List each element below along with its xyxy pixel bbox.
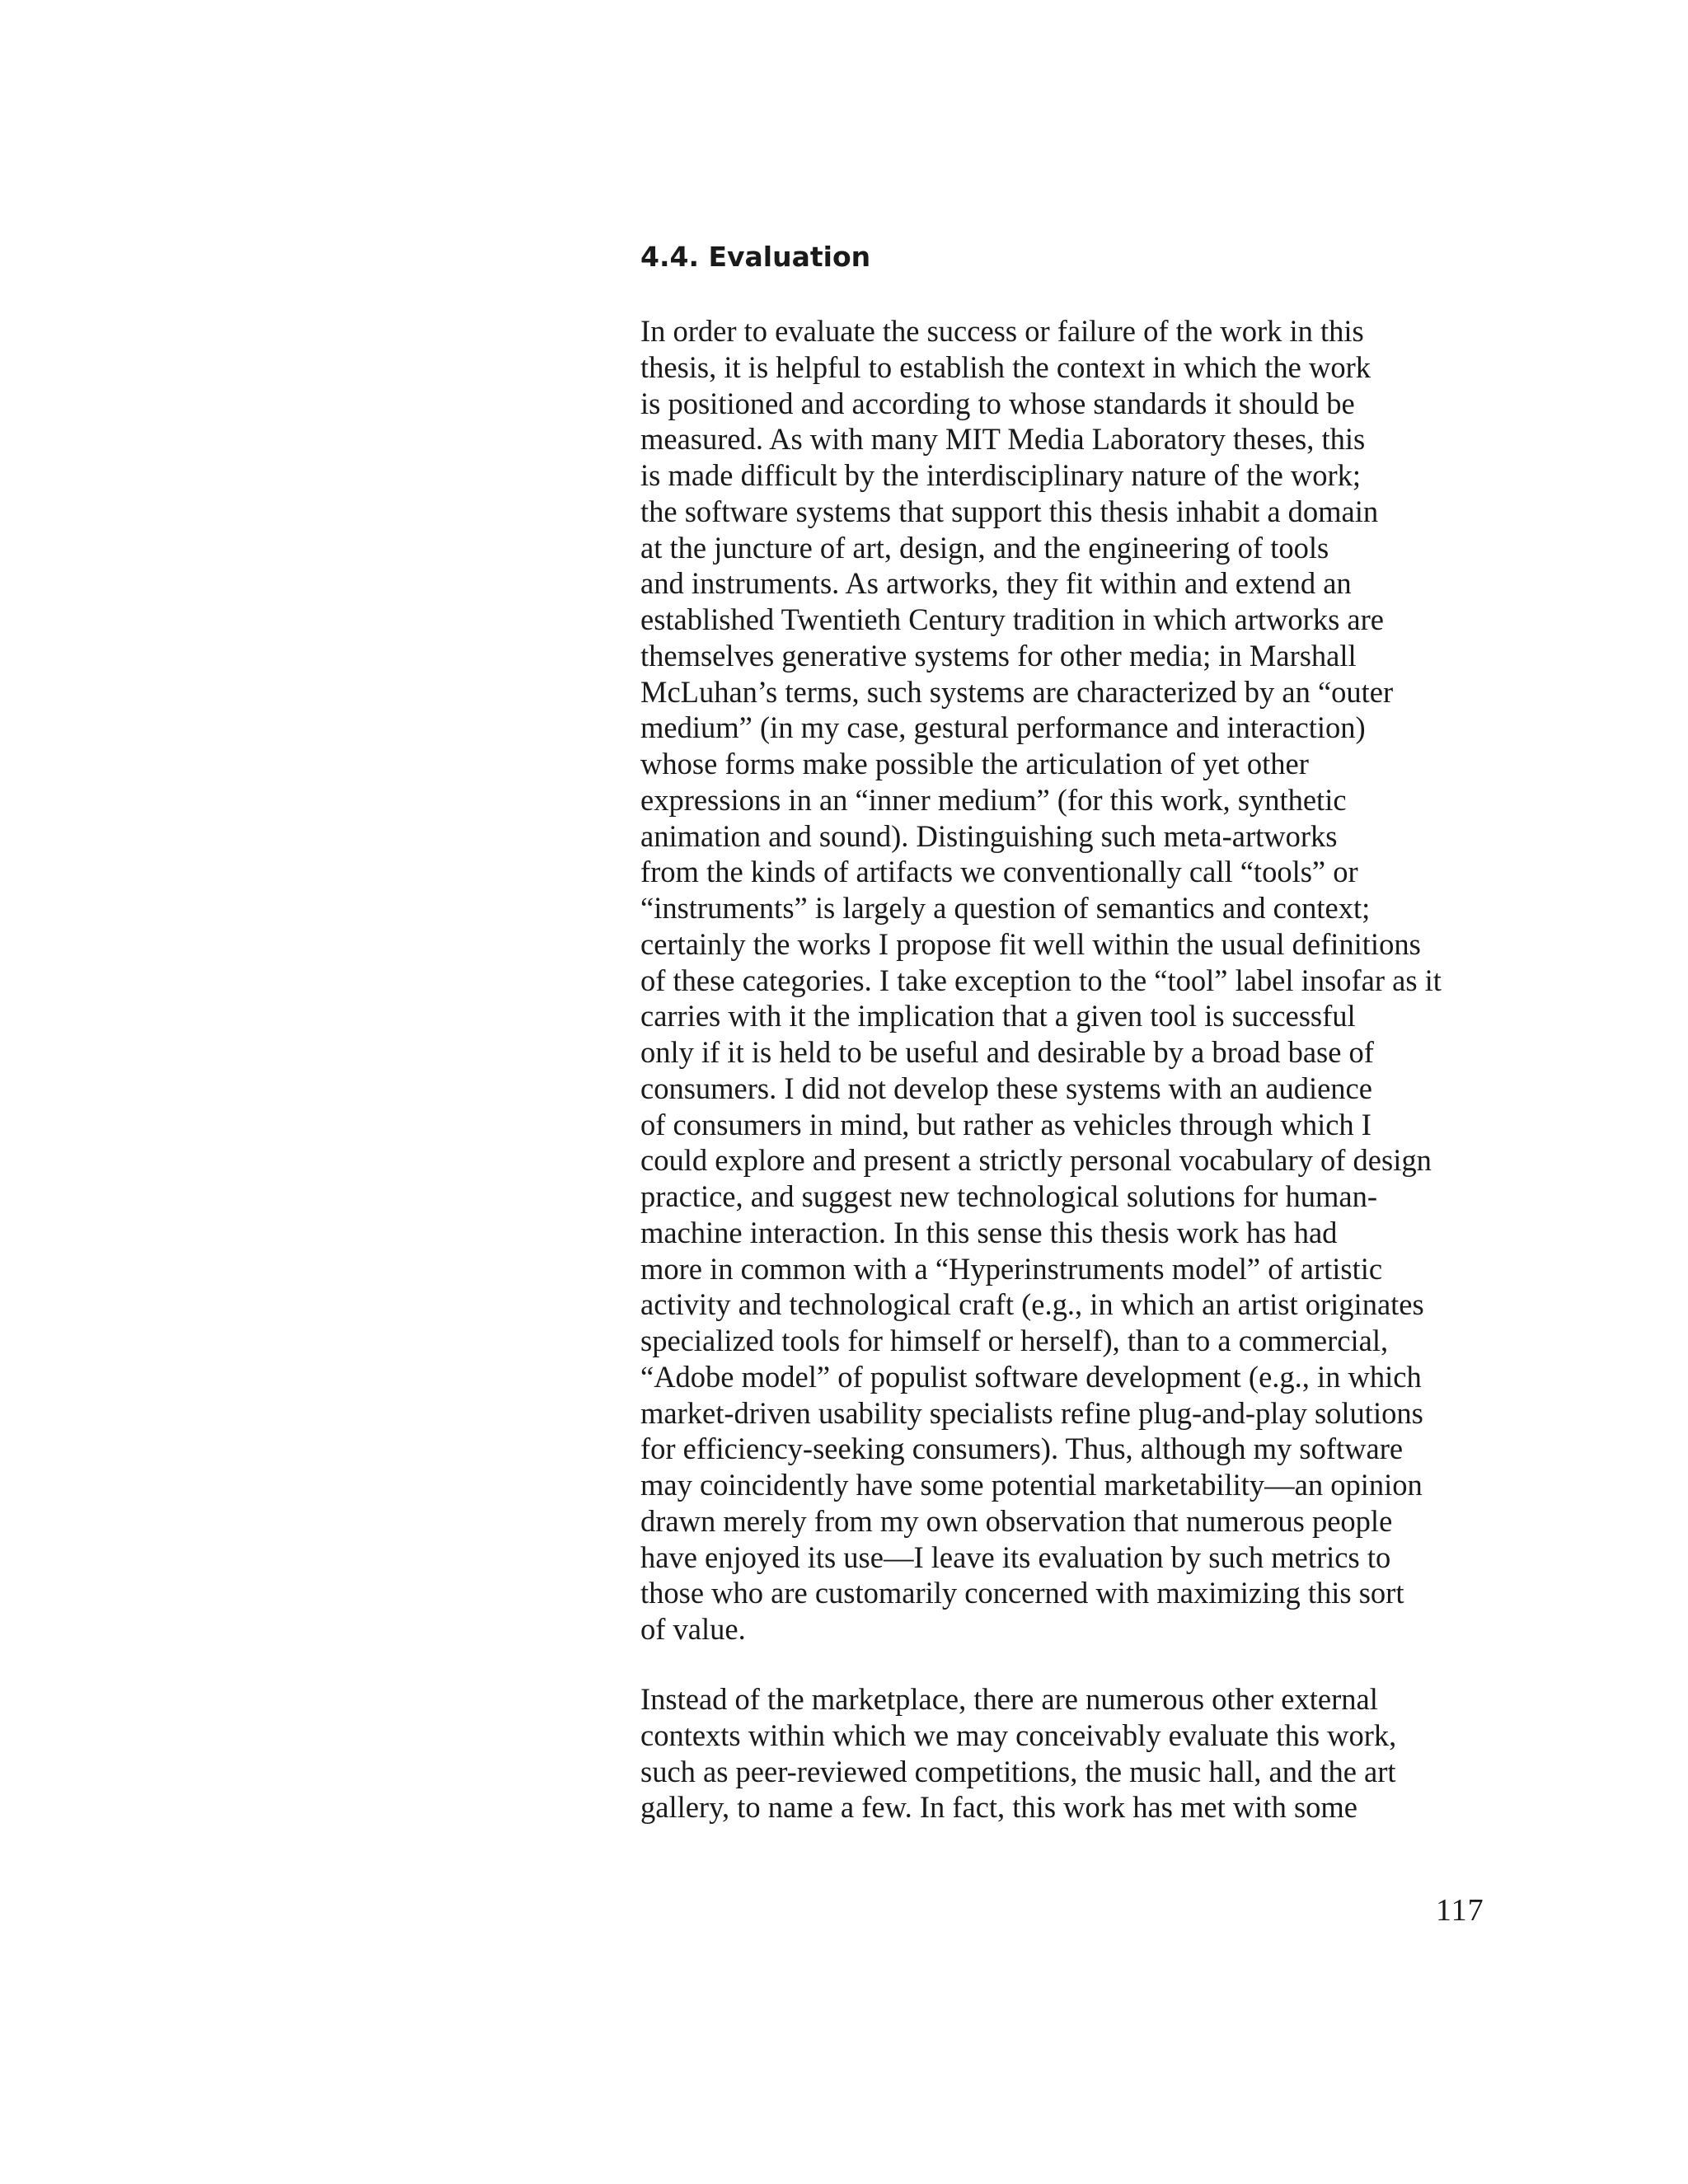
text-line: consumers. I did not develop these systems with an audience [640,1071,1372,1105]
text-line: of these categories. I take exception to the “tool” label insofar as it [640,963,1442,997]
text-line: and instruments. As artworks, they fit within and extend an [640,566,1352,601]
text-line: “instruments” is largely a question of semantics and context; [640,891,1371,925]
text-line: have enjoyed its use—I leave its evaluation by such metrics to [640,1540,1391,1574]
text-line: at the juncture of art, design, and the engineering of tools [640,530,1329,565]
text-line: drawn merely from my own observation that numerous people [640,1503,1393,1538]
text-line: carries with it the implication that a given tool is successful [640,999,1356,1033]
text-line: Instead of the marketplace, there are numerous other external [640,1682,1378,1716]
text-line: certainly the works I propose fit well within the usual definitions [640,926,1421,961]
text-line: for efficiency-seeking consumers). Thus, although my software [640,1432,1404,1466]
text-line: of consumers in mind, but rather as vehicles through which I [640,1107,1372,1141]
page-number: 117 [1436,1893,1484,1928]
text-line: practice, and suggest new technological solutions for human- [640,1179,1378,1213]
text-line: specialized tools for himself or herself), than to a commercial, [640,1324,1389,1357]
text-line: such as peer-reviewed competitions, the music hall, and the art [640,1754,1396,1788]
text-line: is made difficult by the interdisciplinary nature of the work; [640,458,1362,492]
text-line: McLuhan’s terms, such systems are characterized by an “outer [640,674,1394,709]
text-line: of value. [640,1612,746,1646]
text-line: whose forms make possible the articulation of yet other [640,747,1309,780]
text-line: market-driven usability specialists refine plug-and-play solutions [640,1395,1423,1430]
text-line: contexts within which we may conceivably evaluate this work, [640,1718,1397,1752]
text-line: from the kinds of artifacts we conventionally call “tools” or [640,855,1358,889]
body-paragraph-2 [640,1681,1396,1825]
text-line: thesis, it is helpful to establish the context in which the work [640,349,1371,384]
text-line: animation and sound). Distinguishing such meta-artworks [640,818,1338,853]
text-line: In order to evaluate the success or failure of the work in this [640,314,1364,348]
text-line: measured. As with many MIT Media Laboratory theses, this [640,422,1366,457]
text-line: machine interaction. In this sense this thesis work has had [640,1215,1338,1249]
text-line: more in common with a “Hyperinstruments model” of artistic [640,1251,1383,1286]
text-line: activity and technological craft (e.g., in which an artist originates [640,1287,1424,1322]
section-heading: 4.4. Evaluation [640,241,871,273]
text-line: “Adobe model” of populist software development (e.g., in which [640,1359,1422,1394]
text-line: may coincidently have some potential marketability—an opinion [640,1468,1423,1502]
text-line: themselves generative systems for other media; in Marshall [640,638,1357,673]
text-line: those who are customarily concerned with maximizing this sort [640,1576,1404,1610]
text-line: the software systems that support this thesis inhabit a domain [640,494,1379,528]
text-line: expressions in an “inner medium” (for this work, synthetic [640,782,1347,817]
text-line: only if it is held to be useful and desirable by a broad base of [640,1035,1374,1069]
text-line: is positioned and according to whose standards it should be [640,386,1355,420]
text-line: gallery, to name a few. In fact, this work has met with some [640,1790,1357,1825]
text-line: medium” (in my case, gestural performance and interaction) [640,710,1366,745]
text-line: could explore and present a strictly personal vocabulary of design [640,1143,1432,1178]
text-line: established Twentieth Century tradition in which artworks are [640,602,1384,636]
body-paragraph-1 [640,313,1442,1647]
